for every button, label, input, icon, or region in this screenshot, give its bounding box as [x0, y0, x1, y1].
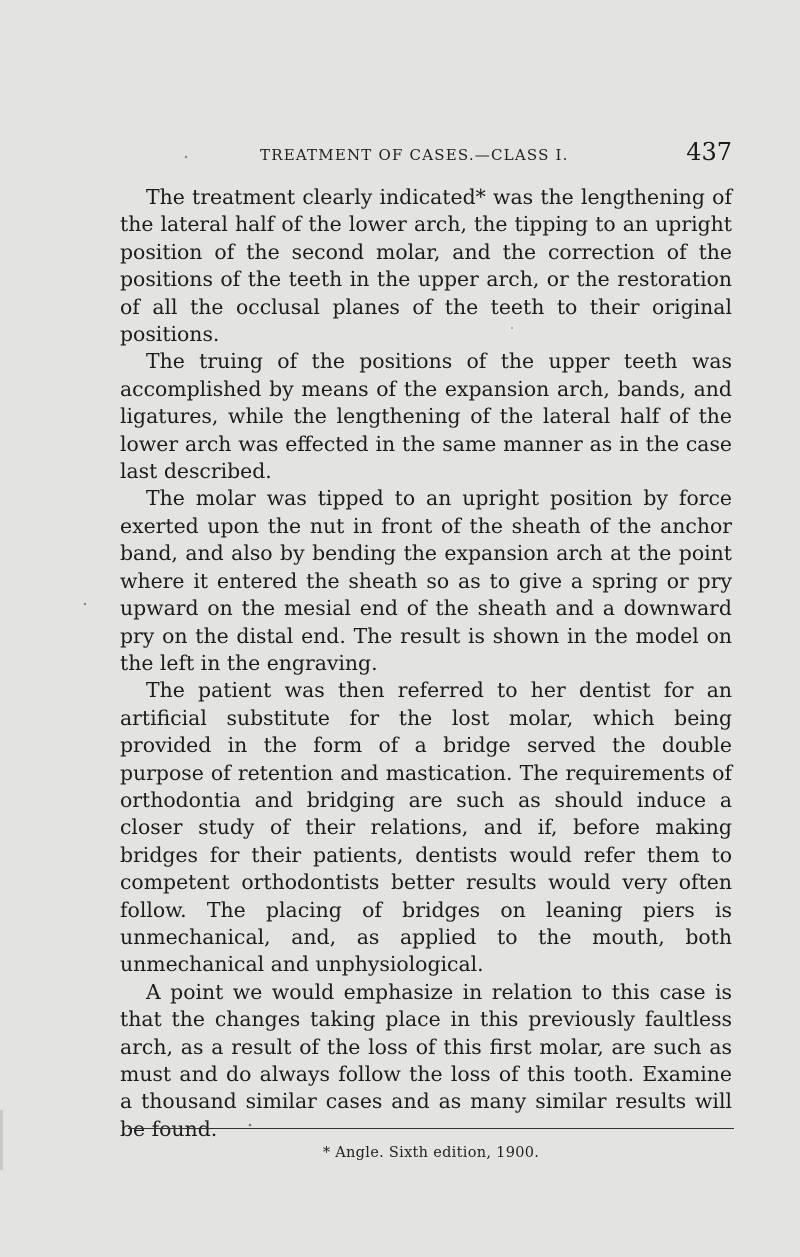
page-header [120, 138, 732, 168]
paragraph: The molar was tipped to an upright position by force exerted upon the nut in front of the sheath of the anchor band, and also by bending the expansion arch at the point where it entered the sheath so as to give a spring or pry upward on the mesial end of the sheath and a downward pry on the distal end. The result is shown in the model on the left in the engraving. [120, 486, 732, 675]
footnote-rule [128, 1128, 734, 1129]
paragraph: The treatment clearly indicated* was the lengthening of the lateral half of the lower arch, the tipping to an upright position of the second molar, and the correction of the positions of the teeth in the upper arch, or the restoration of all the occlusal planes of the teeth to their original positions. [120, 185, 732, 347]
footnote: * Angle. Sixth edition, 1900. [322, 1145, 540, 1161]
running-head: TREATMENT OF CASES.—CLASS I. [260, 146, 569, 164]
paragraph: The patient was then referred to her dentist for an artificial substitute for the lost molar, which being provided in the form of a bridge served the double purpose of retention and mastication. The requirements of orthodontia and bridging are such as should induce a closer study of their relations, and if, before making bridges for their patients, dentists would refer them to competent orthodontists better results would very often follow. The placing of bridges on leaning piers is unmechanical, and, as applied to the mouth, both unmechanical and unphysiological. [120, 678, 732, 977]
body-text [120, 184, 732, 1143]
paragraph: A point we would emphasize in relation to this case is that the changes taking place in this previously faultless arch, as a result of the loss of this first molar, are such as must and do always follow the loss of this tooth. Examine a thousand similar cases and as many similar results will be found. [120, 979, 732, 1141]
page-number: 437 [686, 138, 732, 166]
paragraph: The truing of the positions of the upper teeth was accomplished by means of the expansion arch, bands, and ligatures, while the lengthening of the lateral half of the lower arch was effected in the same manner as in the case last described. [120, 349, 732, 484]
